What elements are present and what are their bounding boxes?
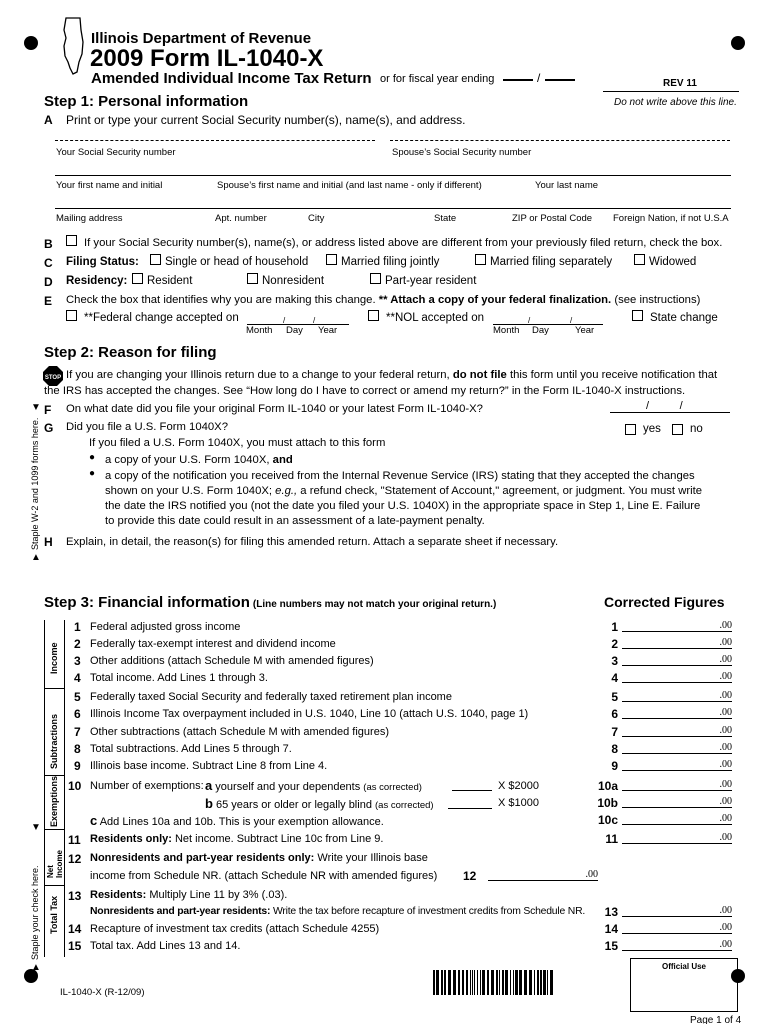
barcode-bar bbox=[491, 970, 494, 995]
corrected-figures-heading: Corrected Figures bbox=[604, 594, 725, 610]
line-a-letter: A bbox=[44, 113, 53, 127]
line12-desc: Write your Illinois base bbox=[317, 852, 428, 864]
arrow-down-icon: ▼ bbox=[31, 402, 41, 413]
line-amount-field[interactable] bbox=[622, 671, 732, 683]
first-name-label: Your first name and initial bbox=[56, 180, 163, 191]
state-change-checkbox[interactable] bbox=[632, 310, 643, 321]
fed-day-label: Day bbox=[286, 325, 303, 336]
line12-text bbox=[90, 852, 428, 864]
state-change-label: State change bbox=[650, 312, 718, 324]
line-number: 2 bbox=[74, 637, 81, 651]
widowed-checkbox[interactable] bbox=[634, 254, 645, 265]
part-year-checkbox[interactable] bbox=[370, 273, 381, 284]
step2-title: Step 2: Reason for filing bbox=[44, 344, 217, 361]
barcode-bar bbox=[480, 970, 481, 995]
line-description: Illinois base income. Subtract Line 8 from Line 4. bbox=[90, 760, 328, 772]
net-income-category: Net Income bbox=[46, 849, 64, 878]
line-b-text: If your Social Security number(s), name(s), or address listed above are different from your previously filed return, check the box. bbox=[84, 237, 723, 249]
official-use-label: Official Use bbox=[661, 962, 706, 971]
line-amount-field[interactable] bbox=[622, 742, 732, 754]
line-description: Federally taxed Social Security and federally taxed retirement plan income bbox=[90, 691, 452, 703]
line-g-letter: G bbox=[44, 421, 54, 435]
bullet2-line4: to provide this date could result in an assessment of a late-payment penalty. bbox=[105, 515, 485, 527]
bullet1-and: and bbox=[272, 454, 293, 466]
page-number: Page 1 of 4 bbox=[690, 1015, 742, 1024]
g-yes-label: yes bbox=[643, 423, 661, 435]
line-amount-field[interactable] bbox=[622, 759, 732, 771]
category-column-rule bbox=[64, 620, 65, 957]
line-number: 6 bbox=[74, 707, 81, 721]
zip-label: ZIP or Postal Code bbox=[512, 213, 593, 224]
registration-mark bbox=[731, 36, 745, 50]
stop-bold: do not file bbox=[452, 369, 507, 381]
line-description: Federally tax-exempt interest and dividend income bbox=[90, 638, 336, 650]
barcode-bar bbox=[453, 970, 456, 995]
line10c-text bbox=[90, 813, 384, 828]
line-number: 9 bbox=[74, 759, 81, 773]
line12-number: 12 bbox=[68, 852, 82, 866]
line-g-sub: If you filed a U.S. Form 1040X, you must attach to this form bbox=[89, 437, 386, 449]
line13-bold: Residents: bbox=[90, 889, 147, 901]
line-h-text: Explain, in detail, the reason(s) for filing this amended return. Attach a separate sheet if necessary. bbox=[66, 536, 559, 548]
fiscal-month-field[interactable] bbox=[503, 79, 533, 81]
line-description: Total subtractions. Add Lines 5 through 7. bbox=[90, 743, 292, 755]
line11-text bbox=[90, 833, 383, 845]
fiscal-slash: / bbox=[537, 71, 541, 85]
bullet2-line3: the date the IRS notified you (not the date you filed your U.S. 1040X) in the appropriate space in Step 1, Line E. Failure bbox=[105, 500, 701, 512]
line-amount-field[interactable] bbox=[622, 690, 732, 702]
line10b-multiplier: X $1000 bbox=[498, 797, 539, 809]
line14-text: Recapture of investment tax credits (attach Schedule 4255) bbox=[90, 923, 380, 935]
form-title: 2009 Form IL-1040-X bbox=[90, 45, 324, 72]
line10b-letter: b bbox=[205, 796, 213, 811]
line-f-letter: F bbox=[44, 403, 52, 417]
barcode-bar bbox=[543, 970, 546, 995]
line12-amount-field[interactable] bbox=[488, 869, 598, 881]
stop-notice-line1 bbox=[66, 369, 717, 381]
line15-text: Total tax. Add Lines 13 and 14. bbox=[90, 940, 241, 952]
total-tax-category: Total Tax bbox=[49, 895, 59, 934]
married-separately-checkbox[interactable] bbox=[475, 254, 486, 265]
line-g-text: Did you file a U.S. Form 1040X? bbox=[66, 421, 228, 433]
line-e-main: Check the box that identifies why you are making this change. bbox=[66, 294, 376, 306]
line-amount-field[interactable] bbox=[622, 725, 732, 737]
line-e-letter: E bbox=[44, 294, 53, 308]
barcode-bar bbox=[513, 970, 514, 995]
line11-amount-field[interactable] bbox=[622, 832, 732, 844]
line12-text2: income from Schedule NR. (attach Schedule NR with amended figures) bbox=[90, 870, 438, 882]
line10c-letter: c bbox=[90, 813, 98, 828]
line10-text: Number of exemptions: bbox=[90, 780, 204, 792]
residency-label: Residency: bbox=[66, 275, 128, 287]
married-jointly-label: Married filing jointly bbox=[341, 256, 440, 268]
line10b-note: (as corrected) bbox=[375, 800, 434, 811]
line-ref: 6 bbox=[611, 707, 618, 721]
original-filing-date-field[interactable] bbox=[610, 412, 730, 413]
line-ref: 7 bbox=[611, 725, 618, 739]
line-c-letter: C bbox=[44, 256, 53, 270]
exemptions-a-count-field[interactable] bbox=[452, 790, 492, 791]
stop-notice-line2: the IRS has accepted the changes. See “How long do I have to correct or amend my return?” in the Form IL-1040-X instructions. bbox=[44, 385, 686, 397]
barcode bbox=[433, 970, 553, 995]
line11-number: 11 bbox=[68, 833, 81, 847]
line-amount-field[interactable] bbox=[622, 654, 732, 666]
line15-amount-field[interactable] bbox=[622, 939, 732, 951]
barcode-bar bbox=[433, 970, 435, 995]
nol-slash-1: / bbox=[528, 316, 531, 325]
barcode-bar bbox=[477, 970, 478, 995]
line-number: 3 bbox=[74, 654, 81, 668]
single-label: Single or head of household bbox=[165, 256, 309, 268]
nol-label: **NOL accepted on bbox=[386, 312, 485, 324]
exemptions-category: Exemptions bbox=[49, 775, 59, 827]
line-description: Illinois Income Tax overpayment included in U.S. 1040, Line 10 (attach U.S. 1040, page 1) bbox=[90, 708, 529, 720]
step3-header bbox=[44, 594, 496, 611]
line-h-letter: H bbox=[44, 535, 53, 549]
cents: .00 bbox=[719, 707, 732, 718]
registration-mark bbox=[24, 36, 38, 50]
form-id: IL-1040-X (R-12/09) bbox=[60, 987, 145, 998]
bullet-icon: ● bbox=[89, 468, 96, 479]
city-label: City bbox=[308, 213, 325, 224]
income-category: Income bbox=[49, 642, 59, 674]
g-no-label: no bbox=[690, 423, 703, 435]
line15-ref: 15 bbox=[604, 939, 618, 953]
nonresident-checkbox[interactable] bbox=[247, 273, 258, 284]
line12-bold: Nonresidents and part-year residents only: bbox=[90, 852, 315, 864]
barcode-bar bbox=[499, 970, 500, 995]
line13-text bbox=[90, 889, 287, 901]
bullet2-l2b: a refund check, "Statement of Account," agreement, or judgment. You must write bbox=[300, 485, 703, 497]
state-label: State bbox=[434, 213, 457, 224]
line11-ref: 11 bbox=[605, 832, 618, 846]
line-description: Federal adjusted gross income bbox=[90, 621, 241, 633]
line10a-desc: yourself and your dependents bbox=[215, 781, 361, 793]
line10b-amount-field[interactable] bbox=[622, 796, 732, 808]
do-not-write-notice: Do not write above this line. bbox=[614, 97, 737, 108]
step1-title: Step 1: Personal information bbox=[44, 93, 249, 110]
cents: .00 bbox=[719, 905, 732, 916]
barcode-bar bbox=[540, 970, 542, 995]
married-separately-label: Married filing separately bbox=[490, 256, 613, 268]
category-divider bbox=[44, 885, 64, 886]
ssn-field[interactable] bbox=[55, 140, 375, 141]
line-ref: 1 bbox=[611, 620, 618, 634]
cents: .00 bbox=[585, 869, 598, 880]
last-name-label: Your last name bbox=[535, 180, 599, 191]
barcode-bar bbox=[510, 970, 511, 995]
federal-change-label: **Federal change accepted on bbox=[84, 312, 239, 324]
line10b-text bbox=[205, 796, 434, 811]
barcode-bar bbox=[482, 970, 485, 995]
barcode-bar bbox=[444, 970, 446, 995]
line10c-amount-field[interactable] bbox=[622, 813, 732, 825]
barcode-bar bbox=[537, 970, 539, 995]
barcode-bar bbox=[515, 970, 518, 995]
address-field[interactable] bbox=[55, 208, 731, 209]
barcode-bar bbox=[505, 970, 508, 995]
barcode-bar bbox=[534, 970, 535, 995]
single-checkbox[interactable] bbox=[150, 254, 161, 265]
line13-number: 13 bbox=[68, 889, 82, 903]
spouse-ssn-label: Spouse’s Social Security number bbox=[392, 147, 532, 158]
line12-ref: 12 bbox=[463, 869, 477, 883]
barcode-bar bbox=[462, 970, 464, 995]
address-label: Mailing address bbox=[56, 213, 123, 224]
line-number: 5 bbox=[74, 690, 81, 704]
cents: .00 bbox=[719, 779, 732, 790]
bullet2-l2a: shown on your U.S. Form 1040X; bbox=[105, 485, 273, 497]
barcode-bar bbox=[441, 970, 443, 995]
barcode-bar bbox=[470, 970, 471, 995]
line10a-ref: 10a bbox=[597, 779, 618, 793]
barcode-bar bbox=[496, 970, 498, 995]
form-subtitle: Amended Individual Income Tax Return bbox=[91, 70, 372, 87]
stop-label: STOP bbox=[44, 375, 62, 381]
barcode-bar bbox=[524, 970, 527, 995]
line-ref: 9 bbox=[611, 759, 618, 773]
federal-change-checkbox[interactable] bbox=[66, 310, 77, 321]
line14-number: 14 bbox=[68, 922, 82, 936]
line10-number: 10 bbox=[68, 779, 82, 793]
arrow-down-icon: ▼ bbox=[31, 822, 41, 833]
arrow-up-icon: ▲ bbox=[31, 552, 41, 563]
line13-desc: Multiply Line 11 by 3% (.03). bbox=[149, 889, 288, 901]
line-e-tail: (see instructions) bbox=[614, 294, 701, 306]
line13-ref: 13 bbox=[604, 905, 618, 919]
name-field[interactable] bbox=[55, 175, 731, 176]
line10c-desc: Add Lines 10a and 10b. This is your exemption allowance. bbox=[99, 816, 384, 828]
bullet2-line1: a copy of the notification you received from the Internal Revenue Service (IRS) stating that they accepted the changes bbox=[105, 470, 695, 482]
revision-label: REV 11 bbox=[663, 78, 697, 89]
line11-bold: Residents only: bbox=[90, 833, 172, 845]
barcode-bar bbox=[487, 970, 489, 995]
line11-desc: Net income. Subtract Line 10c from Line 9. bbox=[174, 833, 384, 845]
ssn-label: Your Social Security number bbox=[56, 147, 176, 158]
barcode-bar bbox=[550, 970, 553, 995]
cents: .00 bbox=[719, 759, 732, 770]
line10a-text bbox=[205, 778, 422, 793]
subtractions-category: Subtractions bbox=[49, 713, 59, 769]
step3-note: (Line numbers may not match your original return.) bbox=[252, 599, 497, 610]
exemptions-b-count-field[interactable] bbox=[448, 808, 492, 809]
line13-amount-field[interactable] bbox=[622, 905, 732, 917]
cents: .00 bbox=[719, 725, 732, 736]
g-no-checkbox[interactable] bbox=[672, 424, 683, 435]
original-filing-date-slashes: / / bbox=[646, 400, 683, 412]
g-yes-checkbox[interactable] bbox=[625, 424, 636, 435]
barcode-bar bbox=[448, 970, 451, 995]
spouse-ssn-field[interactable] bbox=[390, 140, 730, 141]
line-e-attach: ** Attach a copy of your federal finalization. bbox=[378, 294, 612, 306]
cents: .00 bbox=[719, 620, 732, 631]
nol-year-label: Year bbox=[575, 325, 595, 336]
apt-label: Apt. number bbox=[215, 213, 267, 224]
resident-label: Resident bbox=[147, 275, 193, 287]
staple-check-label: Staple your check here. bbox=[30, 865, 40, 960]
barcode-bar bbox=[474, 970, 475, 995]
nonresident-label: Nonresident bbox=[262, 275, 325, 287]
spouse-name-label: Spouse’s first name and initial (and last name - only if different) bbox=[217, 180, 482, 191]
cents: .00 bbox=[719, 939, 732, 950]
bullet2-line2 bbox=[105, 485, 702, 497]
foreign-label: Foreign Nation, if not U.S.A bbox=[613, 213, 729, 224]
category-divider bbox=[44, 829, 64, 830]
stop-text-2: this form until you receive notification that bbox=[509, 369, 718, 381]
fiscal-year-label: or for fiscal year ending bbox=[380, 73, 495, 85]
stop-sign-icon bbox=[43, 366, 63, 386]
line-ref: 3 bbox=[611, 654, 618, 668]
filing-status-label: Filing Status: bbox=[66, 256, 139, 268]
barcode-bar bbox=[502, 970, 504, 995]
barcode-bar bbox=[472, 970, 473, 995]
fed-month-label: Month bbox=[246, 325, 273, 336]
barcode-bar bbox=[466, 970, 468, 995]
line-description: Other additions (attach Schedule M with amended figures) bbox=[90, 655, 374, 667]
line13-bold2: Nonresidents and part-year residents: bbox=[90, 906, 271, 917]
line-ref: 4 bbox=[611, 671, 618, 685]
part-year-label: Part-year resident bbox=[385, 275, 477, 287]
line-ref: 8 bbox=[611, 742, 618, 756]
line-a-text: Print or type your current Social Security number(s), name(s), and address. bbox=[66, 113, 466, 127]
nol-month-label: Month bbox=[493, 325, 520, 336]
line-number: 1 bbox=[74, 620, 81, 634]
line-e-text bbox=[66, 294, 700, 306]
official-use-box bbox=[630, 958, 738, 1012]
cents: .00 bbox=[719, 671, 732, 682]
address-change-checkbox[interactable] bbox=[66, 235, 77, 246]
line-ref: 2 bbox=[611, 637, 618, 651]
nol-checkbox[interactable] bbox=[368, 310, 379, 321]
line-amount-field[interactable] bbox=[622, 637, 732, 649]
fed-slash-2: / bbox=[313, 316, 316, 325]
line-number: 4 bbox=[74, 671, 81, 685]
line10a-letter: a bbox=[205, 778, 213, 793]
cents: .00 bbox=[719, 690, 732, 701]
barcode-bar bbox=[529, 970, 532, 995]
step3-title: Step 3: Financial information bbox=[44, 594, 250, 611]
line15-number: 15 bbox=[68, 939, 82, 953]
widowed-label: Widowed bbox=[649, 256, 697, 268]
staple-w2-label: Staple W-2 and 1099 forms here. bbox=[30, 417, 40, 550]
line-amount-field[interactable] bbox=[622, 707, 732, 719]
barcode-bar bbox=[436, 970, 439, 995]
line-description: Total income. Add Lines 1 through 3. bbox=[90, 672, 268, 684]
line10a-multiplier: X $2000 bbox=[498, 780, 539, 792]
nol-day-label: Day bbox=[532, 325, 549, 336]
nol-slash-2: / bbox=[570, 316, 573, 325]
cents: .00 bbox=[719, 832, 732, 843]
illinois-state-icon bbox=[62, 16, 86, 76]
bullet-icon: ● bbox=[89, 452, 96, 463]
fed-year-label: Year bbox=[318, 325, 338, 336]
barcode-bar bbox=[519, 970, 522, 995]
line-d-letter: D bbox=[44, 275, 53, 289]
bullet1-text bbox=[105, 454, 293, 466]
married-jointly-checkbox[interactable] bbox=[326, 254, 337, 265]
cents: .00 bbox=[719, 922, 732, 933]
line-ref: 5 bbox=[611, 690, 618, 704]
line13-desc2: Write the tax before recapture of investment credits from Schedule NR. bbox=[272, 906, 586, 917]
fed-slash-1: / bbox=[283, 316, 286, 325]
line10a-amount-field[interactable] bbox=[622, 779, 732, 791]
line13-text2 bbox=[90, 906, 585, 917]
stop-text-1: If you are changing your Illinois return due to a change to your federal return, bbox=[66, 369, 450, 381]
line-number: 8 bbox=[74, 742, 81, 756]
bullet2-l2i: e.g., bbox=[275, 485, 298, 497]
line10b-desc: 65 years or older or legally blind bbox=[216, 799, 372, 811]
cents: .00 bbox=[719, 637, 732, 648]
cents: .00 bbox=[719, 796, 732, 807]
cents: .00 bbox=[719, 813, 732, 824]
line10c-ref: 10c bbox=[597, 813, 618, 827]
header-rule bbox=[603, 91, 739, 92]
barcode-bar bbox=[458, 970, 460, 995]
line14-amount-field[interactable] bbox=[622, 922, 732, 934]
line-f-text: On what date did you file your original Form IL-1040 or your latest Form IL-1040-X? bbox=[66, 403, 483, 415]
arrow-up-icon: ▲ bbox=[31, 962, 41, 973]
line10a-note: (as corrected) bbox=[363, 782, 422, 793]
line-amount-field[interactable] bbox=[622, 620, 732, 632]
line-number: 7 bbox=[74, 725, 81, 739]
department-name: Illinois Department of Revenue bbox=[91, 30, 312, 47]
category-divider bbox=[44, 688, 64, 689]
bullet1-main: a copy of your U.S. Form 1040X, bbox=[105, 454, 270, 466]
resident-checkbox[interactable] bbox=[132, 273, 143, 284]
category-column-left bbox=[44, 620, 45, 957]
line14-ref: 14 bbox=[604, 922, 618, 936]
line-description: Other subtractions (attach Schedule M with amended figures) bbox=[90, 726, 389, 738]
barcode-bar bbox=[547, 970, 548, 995]
cents: .00 bbox=[719, 654, 732, 665]
line-b-letter: B bbox=[44, 237, 53, 251]
cents: .00 bbox=[719, 742, 732, 753]
fiscal-year-field[interactable] bbox=[545, 79, 575, 81]
line10b-ref: 10b bbox=[597, 796, 618, 810]
